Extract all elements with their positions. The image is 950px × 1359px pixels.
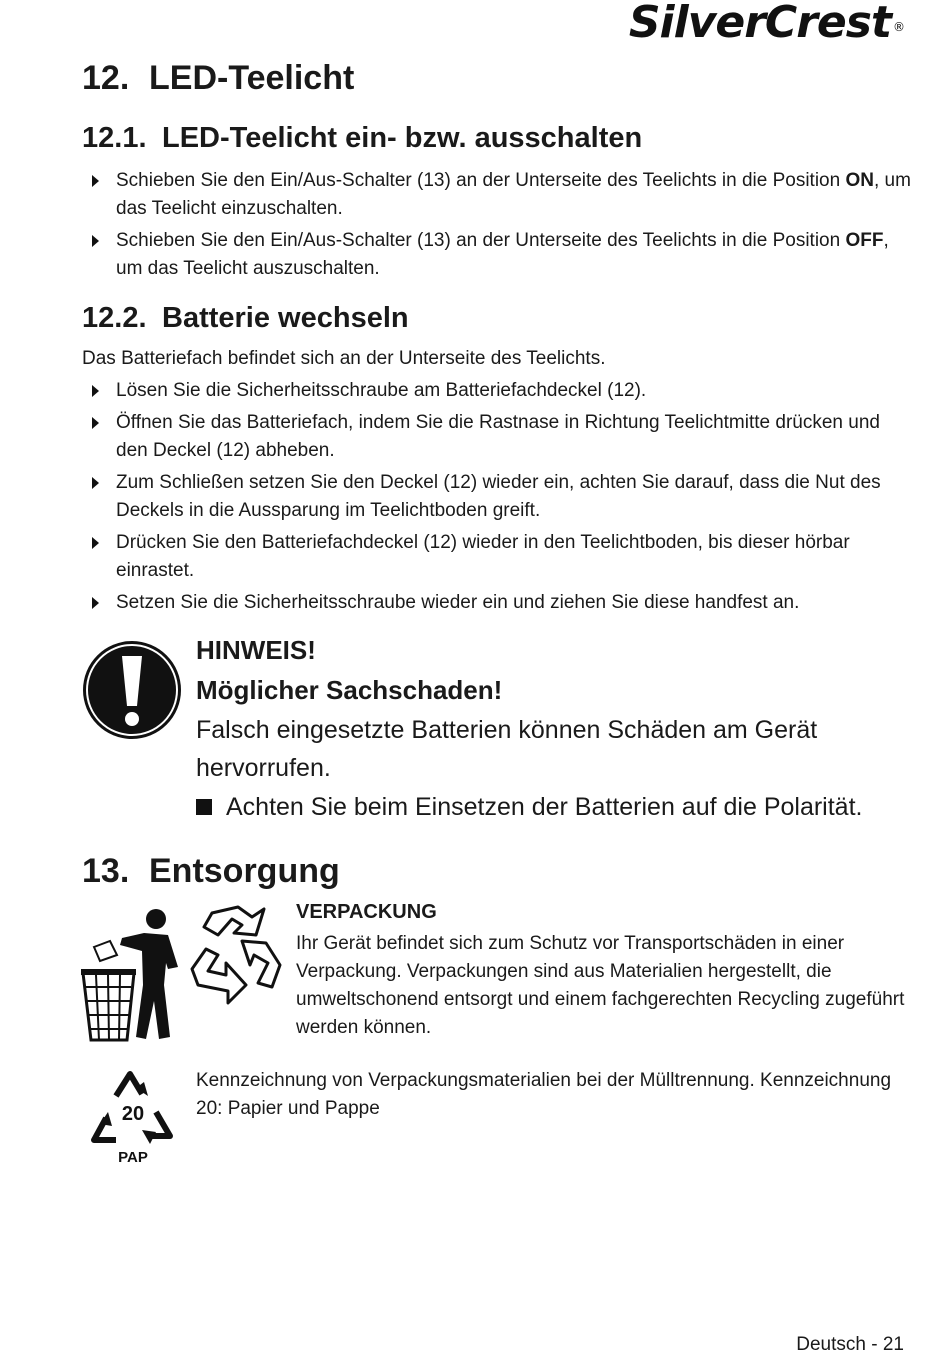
square-bullet-icon [196, 799, 212, 815]
list-item [82, 589, 912, 617]
section-12-1-number: 12.1. [82, 122, 147, 154]
section-12-1-heading [82, 120, 642, 156]
notice-list-item [196, 788, 916, 826]
item-text: , um das Teelicht einzuschalten. [116, 170, 911, 219]
brand-logo-text: SilverCrest [628, 0, 891, 48]
list-item [82, 409, 912, 465]
section-12-title: LED-Teelicht [149, 59, 355, 97]
bullet-triangle-icon [92, 385, 99, 397]
bullet-triangle-icon [92, 235, 99, 247]
bullet-triangle-icon [92, 597, 99, 609]
section-12-heading [82, 58, 354, 98]
section-12-1-title: LED-Teelicht ein- bzw. ausschalten [162, 122, 643, 154]
item-text: Drücken Sie den Batteriefachdeckel (12) wieder in den Teelichtboden, bis dieser hörbar einrastet. [116, 532, 850, 581]
section-13-number: 13. [82, 852, 130, 890]
registered-mark: ® [893, 20, 904, 34]
section-12-2-heading [82, 300, 409, 336]
bullet-triangle-icon [92, 477, 99, 489]
bullet-triangle-icon [92, 417, 99, 429]
disposal-recycling-icon [80, 905, 285, 1045]
exclamation-warning-icon [82, 640, 182, 740]
notice-label: HINWEIS! [196, 635, 316, 665]
list-item [82, 529, 912, 585]
pap-recycling-code-icon [86, 1068, 178, 1168]
item-text: Öffnen Sie das Batteriefach, indem Sie die Rastnase in Richtung Teelichtmitte drücken und den Deckel (12) abheben. [116, 412, 880, 461]
list-item [82, 469, 912, 525]
bullet-triangle-icon [92, 537, 99, 549]
position-on-label: ON [845, 170, 874, 191]
list-item [82, 167, 912, 223]
item-text: , um das Teelicht auszuschalten. [116, 230, 889, 279]
section-12-2-number: 12.2. [82, 302, 147, 334]
recycling-code-number: 20 [121, 1103, 145, 1125]
notice-item-text: Achten Sie beim Einsetzen der Batterien auf die Polarität. [226, 793, 863, 821]
packaging-heading: VERPACKUNG [296, 901, 437, 923]
section-12-number: 12. [82, 59, 130, 97]
list-item [82, 227, 912, 283]
packaging-body: Ihr Gerät befindet sich zum Schutz vor Transportschäden in einer Verpackung. Verpackungen sind aus Materialien hergestellt, die umweltschonend entsorgt und einem fachgerechten Recycling zugeführt werden können. [296, 933, 905, 1038]
page-footer: Deutsch - 21 [796, 1334, 904, 1355]
item-text: Lösen Sie die Sicherheitsschraube am Batteriefachdeckel (12). [116, 380, 647, 401]
recycling-code-label: PAP [118, 1149, 148, 1166]
section-12-2-title: Batterie wechseln [162, 302, 409, 334]
brand-logo [629, 0, 904, 46]
section-13-title: Entsorgung [149, 852, 340, 890]
marking-body: Kennzeichnung von Verpackungsmaterialien bei der Mülltrennung. Kennzeichnung 20: Papier und Pappe [196, 1070, 892, 1119]
list-item [82, 377, 912, 405]
battery-intro: Das Batteriefach befindet sich an der Unterseite des Teelichts. [82, 348, 606, 369]
notice-subtitle: Möglicher Sachschaden! [196, 675, 503, 705]
item-text: Schieben Sie den Ein/Aus-Schalter (13) an der Unterseite des Teelichts in die Position [116, 170, 846, 191]
position-off-label: OFF [845, 230, 884, 251]
section-13-heading [82, 851, 340, 891]
item-text: Schieben Sie den Ein/Aus-Schalter (13) an der Unterseite des Teelichts in die Position [116, 230, 846, 251]
item-text: Setzen Sie die Sicherheitsschraube wieder ein und ziehen Sie diese handfest an. [116, 592, 800, 613]
item-text: Zum Schließen setzen Sie den Deckel (12) wieder ein, achten Sie darauf, dass die Nut des Deckels in die Aussparung im Teelichtboden greift. [116, 472, 881, 521]
notice-body: Falsch eingesetzte Batterien können Schäden am Gerät hervorrufen. [196, 716, 818, 782]
bullet-triangle-icon [92, 175, 99, 187]
